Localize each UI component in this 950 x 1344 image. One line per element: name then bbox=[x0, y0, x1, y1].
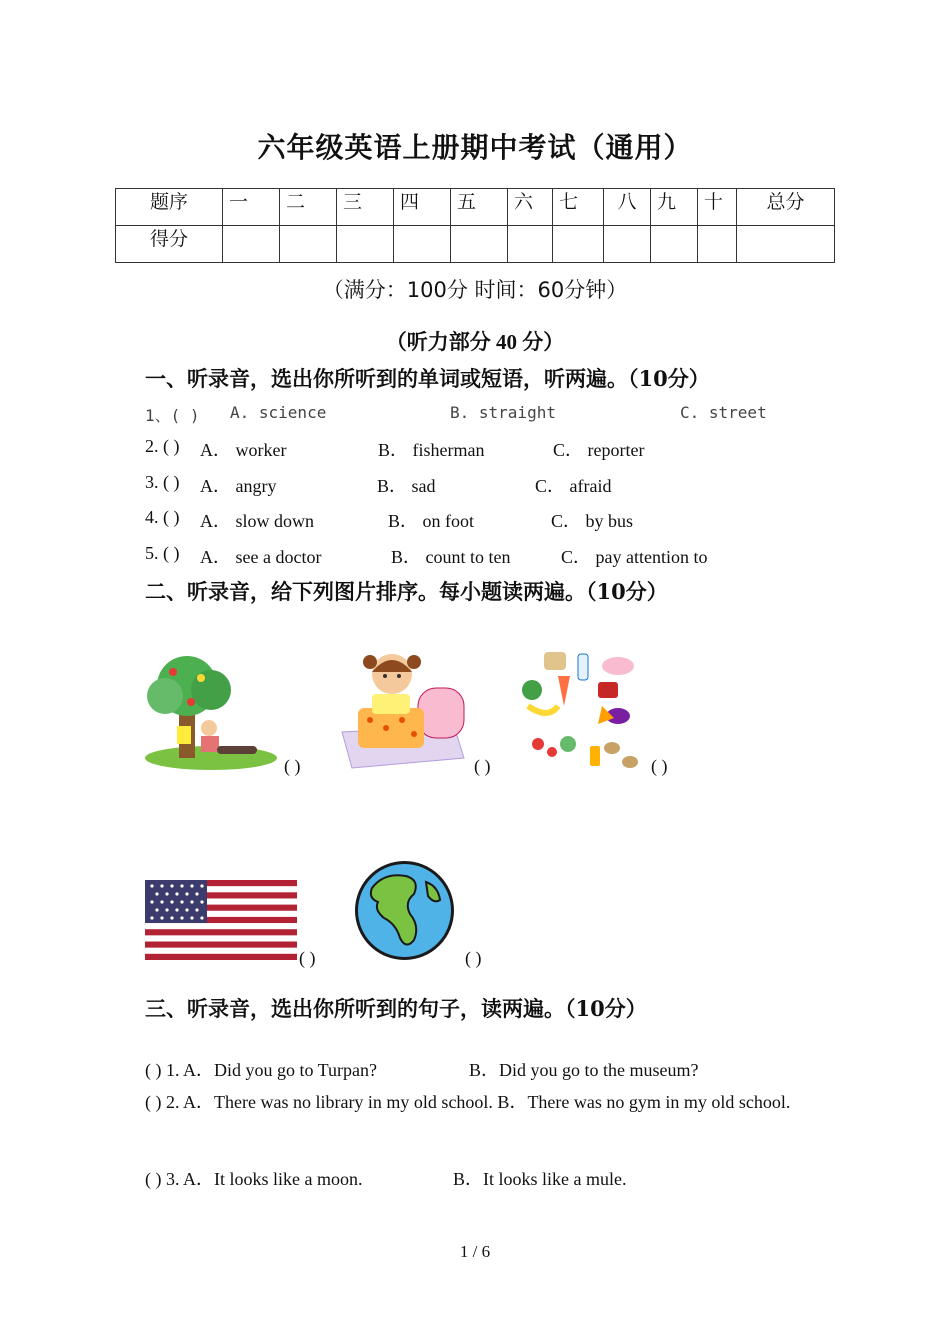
girl-making-bed-icon bbox=[336, 650, 468, 774]
q5-option-c[interactable]: C． pay attention to bbox=[561, 547, 708, 567]
table-cell: 题序 bbox=[116, 189, 223, 226]
globe-icon bbox=[354, 860, 455, 961]
q2-option-b[interactable]: B． fisherman bbox=[378, 440, 485, 460]
score-input-cell[interactable] bbox=[394, 226, 451, 263]
table-cell: 三 bbox=[337, 189, 394, 226]
s3-q1-option-a[interactable]: ( ) 1. A．Did you go to Turpan? bbox=[145, 1060, 378, 1080]
q5-number: 5. ( ) bbox=[145, 543, 180, 563]
answer-blank-1[interactable]: ( ) bbox=[284, 756, 301, 776]
section3-heading: 三、听录音，选出你所听到的句子，读两遍。（10分） bbox=[145, 996, 647, 1021]
q5-option-a[interactable]: A． see a doctor bbox=[200, 547, 322, 567]
score-input-cell[interactable] bbox=[508, 226, 553, 263]
score-input-cell[interactable] bbox=[280, 226, 337, 263]
score-input-cell[interactable] bbox=[737, 226, 835, 263]
s3-q3-option-b[interactable]: B．It looks like a mule. bbox=[453, 1169, 627, 1189]
score-input-cell[interactable] bbox=[651, 226, 698, 263]
q1-option-c[interactable]: C. street bbox=[680, 403, 767, 422]
exam-subtitle: （满分：100分 时间：60分钟） bbox=[322, 278, 628, 302]
s3-q2-options[interactable]: ( ) 2. A．There was no library in my old school. B．There was no gym in my old school. bbox=[145, 1092, 791, 1112]
q4-option-c[interactable]: C． by bus bbox=[551, 511, 634, 531]
q3-option-c[interactable]: C． afraid bbox=[535, 476, 612, 496]
s3-q3-option-a[interactable]: ( ) 3. A．It looks like a moon. bbox=[145, 1169, 363, 1189]
q4-option-a[interactable]: A． slow down bbox=[200, 511, 315, 531]
food-group-icon bbox=[518, 648, 643, 773]
q2-option-a[interactable]: A． worker bbox=[200, 440, 287, 460]
table-cell: 二 bbox=[280, 189, 337, 226]
section2-heading: 二、听录音，给下列图片排序。每小题读两遍。（10分） bbox=[145, 579, 668, 604]
table-cell: 七 bbox=[553, 189, 604, 226]
table-cell: 四 bbox=[394, 189, 451, 226]
q3-number: 3. ( ) bbox=[145, 472, 180, 492]
q3-option-b[interactable]: B． sad bbox=[377, 476, 436, 496]
score-input-cell[interactable] bbox=[223, 226, 280, 263]
page-title: 六年级英语上册期中考试（通用） bbox=[257, 131, 693, 164]
s3-q1-option-b[interactable]: B．Did you go to the museum? bbox=[469, 1060, 699, 1080]
score-input-cell[interactable] bbox=[698, 226, 737, 263]
score-input-cell[interactable] bbox=[553, 226, 604, 263]
tree-reading-icon bbox=[143, 650, 280, 775]
score-table bbox=[115, 188, 835, 263]
answer-blank-3[interactable]: ( ) bbox=[651, 756, 668, 776]
table-cell: 六 bbox=[508, 189, 553, 226]
table-cell: 一 bbox=[223, 189, 280, 226]
table-cell: 八 bbox=[604, 189, 651, 226]
q4-option-b[interactable]: B． on foot bbox=[388, 511, 475, 531]
q1-number: 1、( ) bbox=[145, 406, 200, 425]
answer-blank-4[interactable]: ( ) bbox=[299, 948, 316, 968]
q1-option-a[interactable]: A. science bbox=[230, 403, 327, 422]
q2-number: 2. ( ) bbox=[145, 436, 180, 456]
table-cell: 得分 bbox=[116, 226, 223, 263]
q1-option-b[interactable]: B. straight bbox=[450, 403, 556, 422]
table-cell: 九 bbox=[651, 189, 698, 226]
usa-flag-icon bbox=[145, 880, 297, 960]
answer-blank-5[interactable]: ( ) bbox=[465, 948, 482, 968]
score-input-cell[interactable] bbox=[337, 226, 394, 263]
score-input-cell[interactable] bbox=[604, 226, 651, 263]
table-row bbox=[116, 189, 835, 226]
table-cell: 十 bbox=[698, 189, 737, 226]
table-cell: 总分 bbox=[737, 189, 835, 226]
q4-number: 4. ( ) bbox=[145, 507, 180, 527]
q3-option-a[interactable]: A． angry bbox=[200, 476, 277, 496]
score-input-cell[interactable] bbox=[451, 226, 508, 263]
section1-heading: 一、听录音，选出你所听到的单词或短语，听两遍。（10分） bbox=[145, 366, 710, 391]
q5-option-b[interactable]: B． count to ten bbox=[391, 547, 511, 567]
answer-blank-2[interactable]: ( ) bbox=[474, 756, 491, 776]
listening-part-label: （听力部分 40 分） bbox=[385, 330, 565, 354]
table-row bbox=[116, 226, 835, 263]
table-cell: 五 bbox=[451, 189, 508, 226]
q2-option-c[interactable]: C． reporter bbox=[553, 440, 645, 460]
page-number: 1 / 6 bbox=[459, 1242, 491, 1261]
